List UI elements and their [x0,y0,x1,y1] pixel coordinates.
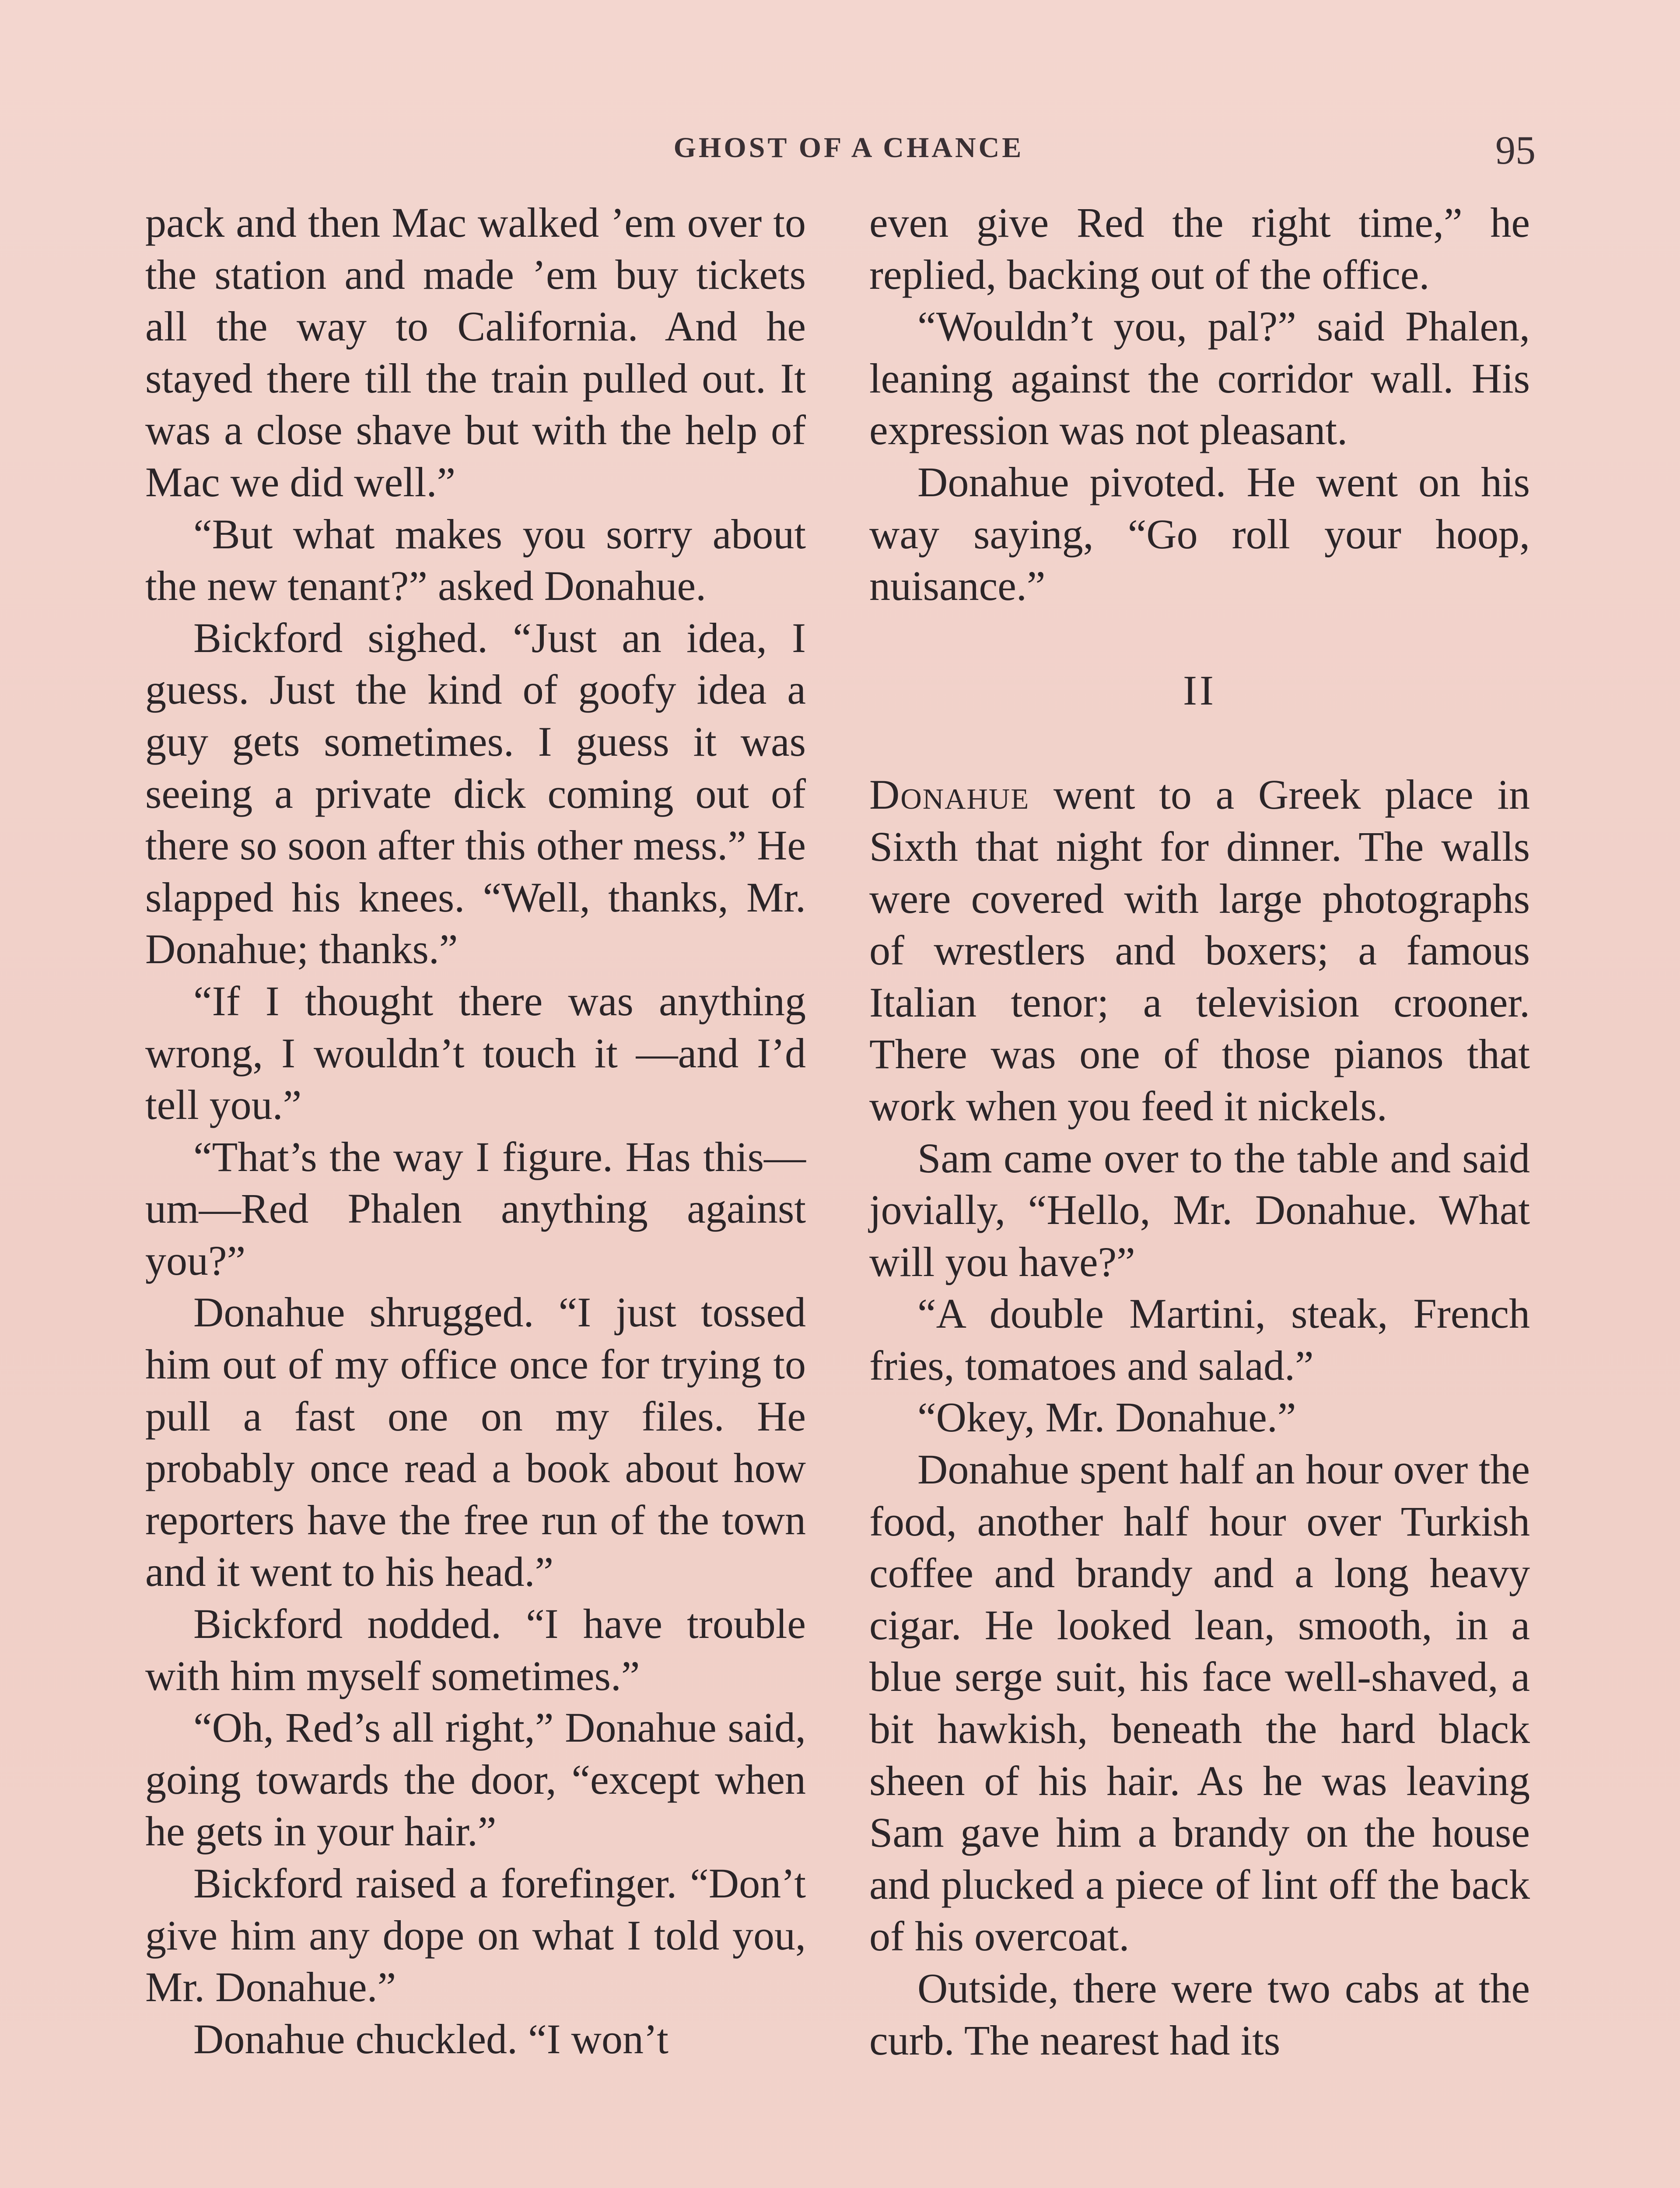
paragraph: Donahue chuckled. “I won’t [193,2015,668,2062]
paragraph: “Oh, Red’s all right,” Donahue said, going towards the door, “except when he gets in your hair.” [145,1704,806,1855]
paragraph: “If I thought there was anything wrong, I wouldn’t touch it —and I’d tell you.” [145,977,806,1129]
paragraph: “A double Martini, steak, French fries, tomatoes and salad.” [869,1290,1530,1389]
paragraph: Donahue shrugged. “I just tossed him out of my office once for trying to pull a fast one on my files. He probably once read a book about how reporters have the free run of the town and it went to his head.” [145,1289,806,1595]
page-number: 95 [1495,128,1536,172]
section-opening-text: went to a Greek place in Sixth that night for dinner. The walls were covered with large photographs of wrestlers and boxers; a famous Italian tenor; a television crooner. There was one of those pianos that work when you feed it nickels. [869,771,1530,1129]
left-column [145,197,806,2065]
paragraph: “That’s the way I figure. Has this—um—Red Phalen anything against you?” [145,1133,806,1284]
paragraph: Donahue pivoted. He went on his way saying, “Go roll your hoop, nuisance.” [869,458,1530,610]
paragraph: Outside, there were two cabs at the curb. The nearest had its [869,1965,1530,2064]
paragraph: Bickford raised a forefinger. “Don’t give him any dope on what I told you, Mr. Donahue.” [145,1860,806,2011]
paragraph: pack and then Mac walked ’em over to the station and made ’em buy tickets all the way to California. And he stayed there till the train pulled out. It was a close shave but with the help of Mac we did well.” [145,199,806,505]
paragraph: “Okey, Mr. Donahue.” [917,1394,1296,1441]
paragraph: “Wouldn’t you, pal?” said Phalen, leaning against the corridor wall. His expression was not pleasant. [869,303,1530,454]
paragraph: Sam came over to the table and said jovially, “Hello, Mr. Donahue. What will you have?” [869,1134,1530,1285]
paragraph: even give Red the right time,” he replied, backing out of the office. [869,199,1530,298]
running-head: GHOST OF A CHANCE [673,132,1024,164]
paragraph: Bickford nodded. “I have trouble with him myself sometimes.” [145,1600,806,1699]
paragraph: “But what makes you sorry about the new tenant?” asked Donahue. [145,510,806,610]
section-first-word: Donahue [869,771,1030,818]
paragraph: Bickford sighed. “Just an idea, I guess. Just the kind of goofy idea a guy gets sometimes. I guess it was seeing a private dick coming out of there so soon after this other mess.” He slapped his knees. “Well, thanks, Mr. Donahue; thanks.” [145,614,806,973]
paragraph: Donahue spent half an hour over the food, another half hour over Turkish coffee and brandy and a long heavy cigar. He looked lean, smooth, in a blue serge suit, his face well-shaved, a bit hawkish, beneath the hard black sheen of his hair. As he was leaving Sam gave him a brandy on the house and plucked a piece of lint off the back of his overcoat. [869,1446,1530,1960]
right-column [869,197,1530,2066]
section-heading: II [1183,666,1216,714]
section-opening-paragraph [869,769,1530,1132]
